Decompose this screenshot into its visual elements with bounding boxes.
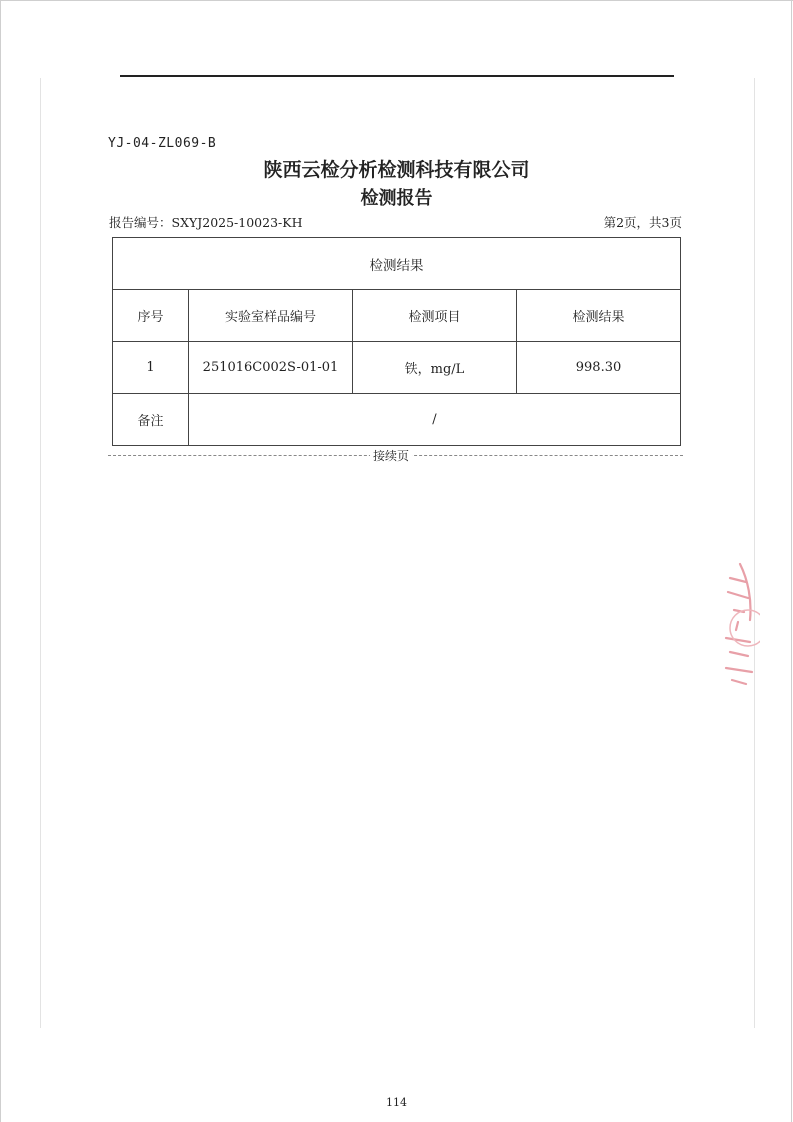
header-rule (120, 75, 674, 77)
table-title: 检测结果 (113, 238, 681, 290)
column-header: 检测结果 (517, 290, 681, 342)
page-frame-top (0, 0, 793, 1)
page-number: 114 (386, 1096, 407, 1109)
note-row (113, 394, 681, 446)
page-info: 第2页，共3页 (603, 215, 682, 230)
table-cell: 251016C002S-01-01 (189, 342, 353, 394)
table-row (113, 342, 681, 394)
continuation-label: 接续页 (370, 447, 412, 464)
table-cell: 铁，mg/L (353, 342, 517, 394)
column-header: 序号 (113, 290, 189, 342)
table-title-row (113, 238, 681, 290)
note-value: / (189, 394, 681, 446)
table-cell: 1 (113, 342, 189, 394)
column-header: 检测项目 (353, 290, 517, 342)
report-title: 检测报告 (360, 188, 433, 209)
table-header-row (113, 290, 681, 342)
company-name: 陕西云检分析检测科技有限公司 (263, 159, 530, 181)
table-cell: 998.30 (517, 342, 681, 394)
report-number-line (109, 213, 303, 231)
column-header: 实验室样品编号 (189, 290, 353, 342)
note-label: 备注 (113, 394, 189, 446)
results-table (112, 237, 681, 446)
report-number: SXYJ2025-10023-KH (171, 215, 303, 230)
report-number-label: 报告编号： (109, 215, 172, 230)
document-code: YJ-04-ZL069-B (108, 136, 217, 151)
seal-stamp-fragment (720, 560, 760, 690)
